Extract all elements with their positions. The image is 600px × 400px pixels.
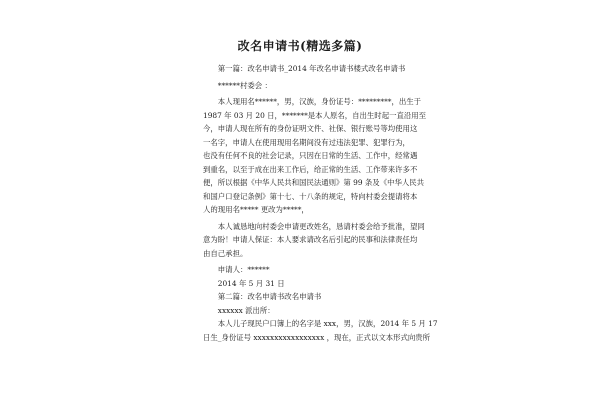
paragraph-line: 日生_身份证号 xxxxxxxxxxxxxxxxx ，现在，正式以文本形式向贵所 <box>203 332 431 342</box>
paragraph-line: 意为盼！申请人保证：本人要求请改名后引起的民事和法律责任均 <box>203 235 418 244</box>
paragraph-line: 1987 年 03 月 20 日，*******是本人原名，自出生时起一直沿用至 <box>203 110 427 120</box>
paragraph-line: 第一篇：改名申请书_2014 年改名申请书楼式改名申请书 <box>203 64 406 73</box>
paragraph-line: 一名字，申请人在使用现用名期间没有过违法犯罪、犯罪行为， <box>203 137 410 147</box>
paragraph-line: 到重名，以至于成在出来工作后，给正常的生活、工作带来许多不 <box>203 164 418 174</box>
paragraph-line: 人的现用名***** 更改为*****， <box>203 205 309 214</box>
section-heading: 第二篇：改名申请书改名申请书 <box>203 292 322 301</box>
paragraph-line: 和国户口登记条例》第十七、十八条的规定，特向村委会提请将本 <box>203 191 418 201</box>
paragraph-line: 也没有任何不良的社会记录，只因在日常的生活、工作中，经常遇 <box>203 151 418 160</box>
paragraph-line: 由自己承担。 <box>203 248 248 258</box>
signature-line: 申请人：****** <box>203 265 270 274</box>
paragraph-line: 今，申请人现在所有的身份证明文件、社保、银行账号等均使用这 <box>203 124 418 133</box>
paragraph-line: 本人现用名******，男，汉族，身份证号：*********，出生于 <box>203 97 422 106</box>
paragraph-line: ******村委会 ： <box>203 80 272 90</box>
paragraph-line: 本人诚恳地向村委会申请更改姓名，恳请村委会给予批准，望同 <box>203 221 425 231</box>
document-body <box>203 62 438 344</box>
date-line: 2014 年 5 月 31 日 <box>203 278 285 288</box>
paragraph-line: 便，所以根据《中华人民共和国民法通则》第 99 条及《中华人民共 <box>203 178 425 187</box>
document-title: 改名申请书(精选多篇) <box>237 39 363 53</box>
paragraph-line: xxxxxx 派出所： <box>203 305 275 315</box>
paragraph-line: 本人儿子现民户口簿上的名字是 xxx，男，汉族，2014 年 5 月 17 <box>203 319 438 328</box>
